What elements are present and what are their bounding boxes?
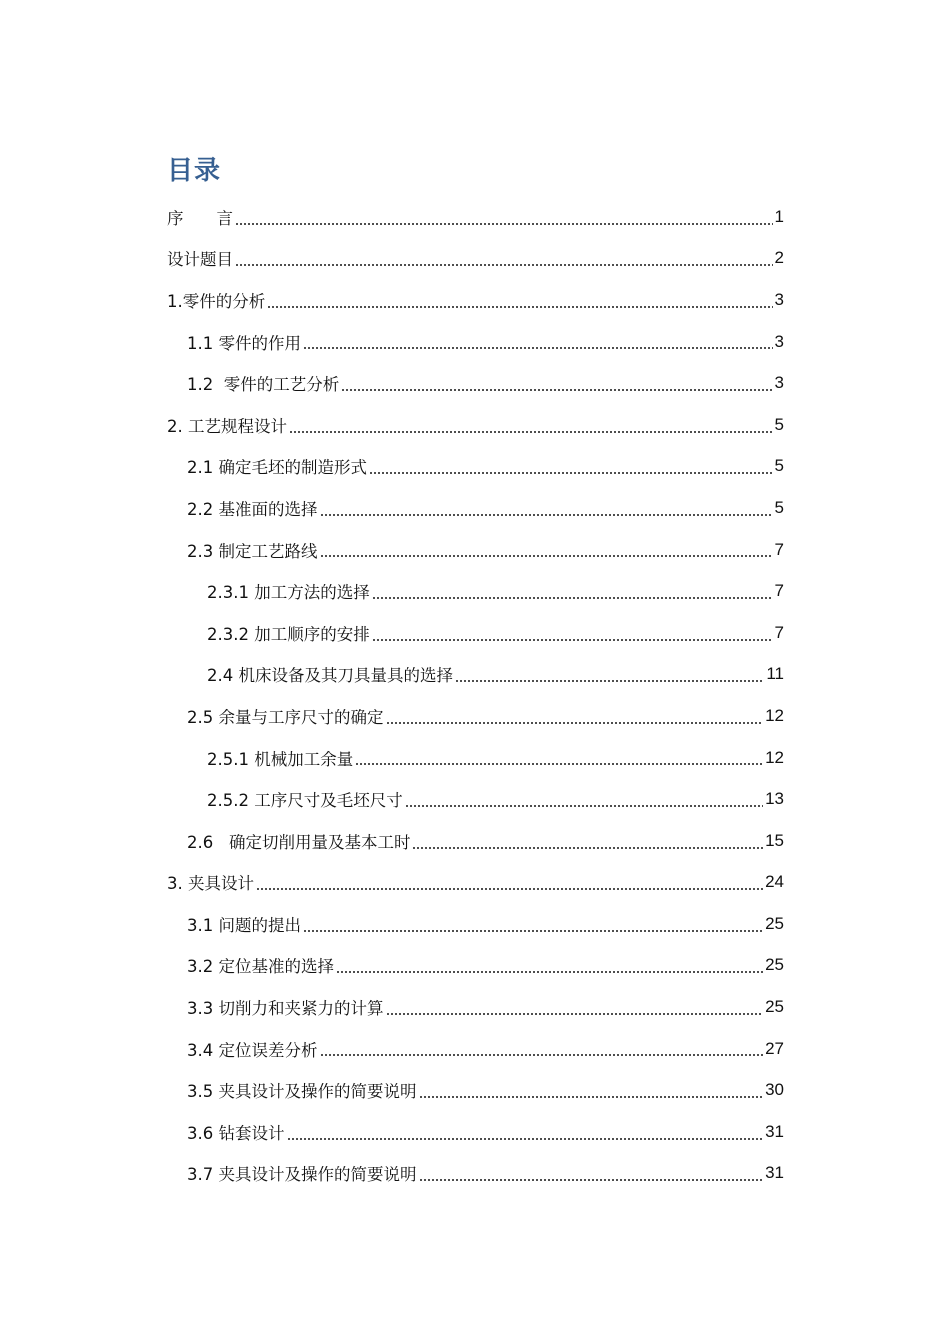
toc-page-number: 25 bbox=[765, 997, 784, 1017]
toc-page-number: 25 bbox=[765, 955, 784, 975]
toc-page-number: 3 bbox=[774, 331, 784, 351]
toc-page-number: 5 bbox=[774, 414, 784, 434]
toc-entry-text: 2.4 机床设备及其刀具量具的选择 bbox=[207, 666, 453, 686]
toc-dot-leader bbox=[235, 264, 773, 266]
toc-dot-leader bbox=[256, 888, 763, 890]
toc-dot-leader bbox=[419, 1179, 764, 1181]
toc-entry-text: 2.2 基准面的选择 bbox=[187, 499, 318, 519]
toc-page-number: 7 bbox=[774, 622, 784, 642]
toc-entry[interactable] bbox=[167, 986, 784, 1028]
toc-page-number: 13 bbox=[765, 789, 784, 809]
toc-entry-text: 1.1 零件的作用 bbox=[187, 333, 301, 353]
toc-entry[interactable] bbox=[167, 778, 784, 820]
toc-dot-leader bbox=[372, 639, 773, 641]
toc-entry-text: 3.2 定位基准的选择 bbox=[187, 957, 334, 977]
toc-entry-text: 3.6 钻套设计 bbox=[187, 1123, 285, 1143]
toc-page-number: 24 bbox=[765, 872, 784, 892]
toc-dot-leader bbox=[303, 930, 763, 932]
toc-entry-text: 2.5 余量与工序尺寸的确定 bbox=[187, 707, 384, 727]
toc-dot-leader bbox=[341, 389, 772, 391]
toc-dot-leader bbox=[289, 431, 773, 433]
toc-entry-text: 3.3 切削力和夹紧力的计算 bbox=[187, 999, 384, 1019]
toc-dot-leader bbox=[320, 514, 773, 516]
toc-entry[interactable] bbox=[167, 612, 784, 654]
toc-entry-text: 2.1 确定毛坯的制造形式 bbox=[187, 458, 367, 478]
toc-entry-text: 2.5.2 工序尺寸及毛坯尺寸 bbox=[207, 791, 403, 811]
toc-dot-leader bbox=[419, 1096, 764, 1098]
toc-list bbox=[167, 196, 784, 1194]
toc-dot-leader bbox=[405, 805, 763, 807]
toc-entry-text: 3.4 定位误差分析 bbox=[187, 1040, 318, 1060]
toc-dot-leader bbox=[386, 1013, 764, 1015]
toc-entry[interactable] bbox=[167, 654, 784, 696]
toc-page-number: 1 bbox=[774, 206, 784, 226]
toc-entry[interactable] bbox=[167, 820, 784, 862]
toc-page-number: 7 bbox=[774, 581, 784, 601]
toc-entry-text: 3.7 夹具设计及操作的简要说明 bbox=[187, 1165, 417, 1185]
toc-dot-leader bbox=[320, 555, 773, 557]
toc-entry-text: 2.3.2 加工顺序的安排 bbox=[207, 624, 370, 644]
toc-entry-text: 2.6 确定切削用量及基本工时 bbox=[187, 832, 411, 852]
toc-title: 目录 bbox=[167, 156, 222, 186]
toc-entry-text: 1.零件的分析 bbox=[167, 291, 266, 311]
toc-dot-leader bbox=[355, 763, 763, 765]
toc-entry[interactable] bbox=[167, 695, 784, 737]
toc-page-number: 3 bbox=[774, 373, 784, 393]
toc-entry[interactable] bbox=[167, 404, 784, 446]
toc-page-number: 5 bbox=[774, 497, 784, 517]
toc-dot-leader bbox=[412, 847, 763, 849]
toc-page-number: 30 bbox=[765, 1080, 784, 1100]
toc-entry[interactable] bbox=[167, 446, 784, 488]
toc-entry-text: 序 言 bbox=[167, 208, 233, 228]
toc-entry[interactable] bbox=[167, 321, 784, 363]
toc-entry[interactable] bbox=[167, 529, 784, 571]
toc-page-number: 27 bbox=[765, 1038, 784, 1058]
toc-entry[interactable] bbox=[167, 945, 784, 987]
toc-page-number: 11 bbox=[766, 664, 784, 684]
toc-dot-leader bbox=[369, 472, 773, 474]
toc-page-number: 12 bbox=[765, 705, 784, 725]
toc-entry[interactable] bbox=[167, 196, 784, 238]
toc-entry-text: 3.1 问题的提出 bbox=[187, 915, 301, 935]
toc-entry-text: 2.3 制定工艺路线 bbox=[187, 541, 318, 561]
toc-dot-leader bbox=[386, 722, 764, 724]
toc-page-number: 5 bbox=[774, 456, 784, 476]
toc-entry-text: 2.5.1 机械加工余量 bbox=[207, 749, 354, 769]
toc-dot-leader bbox=[287, 1138, 764, 1140]
toc-entry[interactable] bbox=[167, 1153, 784, 1195]
toc-page-number: 25 bbox=[765, 913, 784, 933]
toc-dot-leader bbox=[336, 971, 763, 973]
toc-dot-leader bbox=[235, 223, 773, 225]
toc-page-number: 31 bbox=[765, 1121, 784, 1141]
toc-page-number: 7 bbox=[774, 539, 784, 559]
toc-entry[interactable] bbox=[167, 1028, 784, 1070]
toc-entry[interactable] bbox=[167, 570, 784, 612]
toc-dot-leader bbox=[320, 1054, 764, 1056]
toc-entry[interactable] bbox=[167, 1069, 784, 1111]
toc-entry[interactable] bbox=[167, 238, 784, 280]
toc-entry[interactable] bbox=[167, 737, 784, 779]
toc-entry[interactable] bbox=[167, 279, 784, 321]
toc-page-number: 2 bbox=[774, 248, 784, 268]
toc-page-number: 31 bbox=[765, 1163, 784, 1183]
toc-entry-text: 2.3.1 加工方法的选择 bbox=[207, 583, 370, 603]
toc-entry-text: 1.2 零件的工艺分析 bbox=[187, 375, 340, 395]
toc-dot-leader bbox=[267, 306, 772, 308]
toc-entry-text: 设计题目 bbox=[167, 250, 233, 270]
toc-entry-text: 2. 工艺规程设计 bbox=[167, 416, 287, 436]
toc-entry[interactable] bbox=[167, 862, 784, 904]
toc-entry-text: 3.5 夹具设计及操作的简要说明 bbox=[187, 1082, 417, 1102]
toc-page-number: 15 bbox=[765, 830, 784, 850]
toc-entry[interactable] bbox=[167, 362, 784, 404]
toc-page-number: 3 bbox=[774, 289, 784, 309]
toc-entry[interactable] bbox=[167, 903, 784, 945]
toc-entry[interactable] bbox=[167, 1111, 784, 1153]
toc-dot-leader bbox=[372, 597, 773, 599]
toc-dot-leader bbox=[455, 680, 764, 682]
toc-dot-leader bbox=[303, 347, 773, 349]
toc-entry-text: 3. 夹具设计 bbox=[167, 874, 254, 894]
toc-entry[interactable] bbox=[167, 487, 784, 529]
toc-page-number: 12 bbox=[765, 747, 784, 767]
